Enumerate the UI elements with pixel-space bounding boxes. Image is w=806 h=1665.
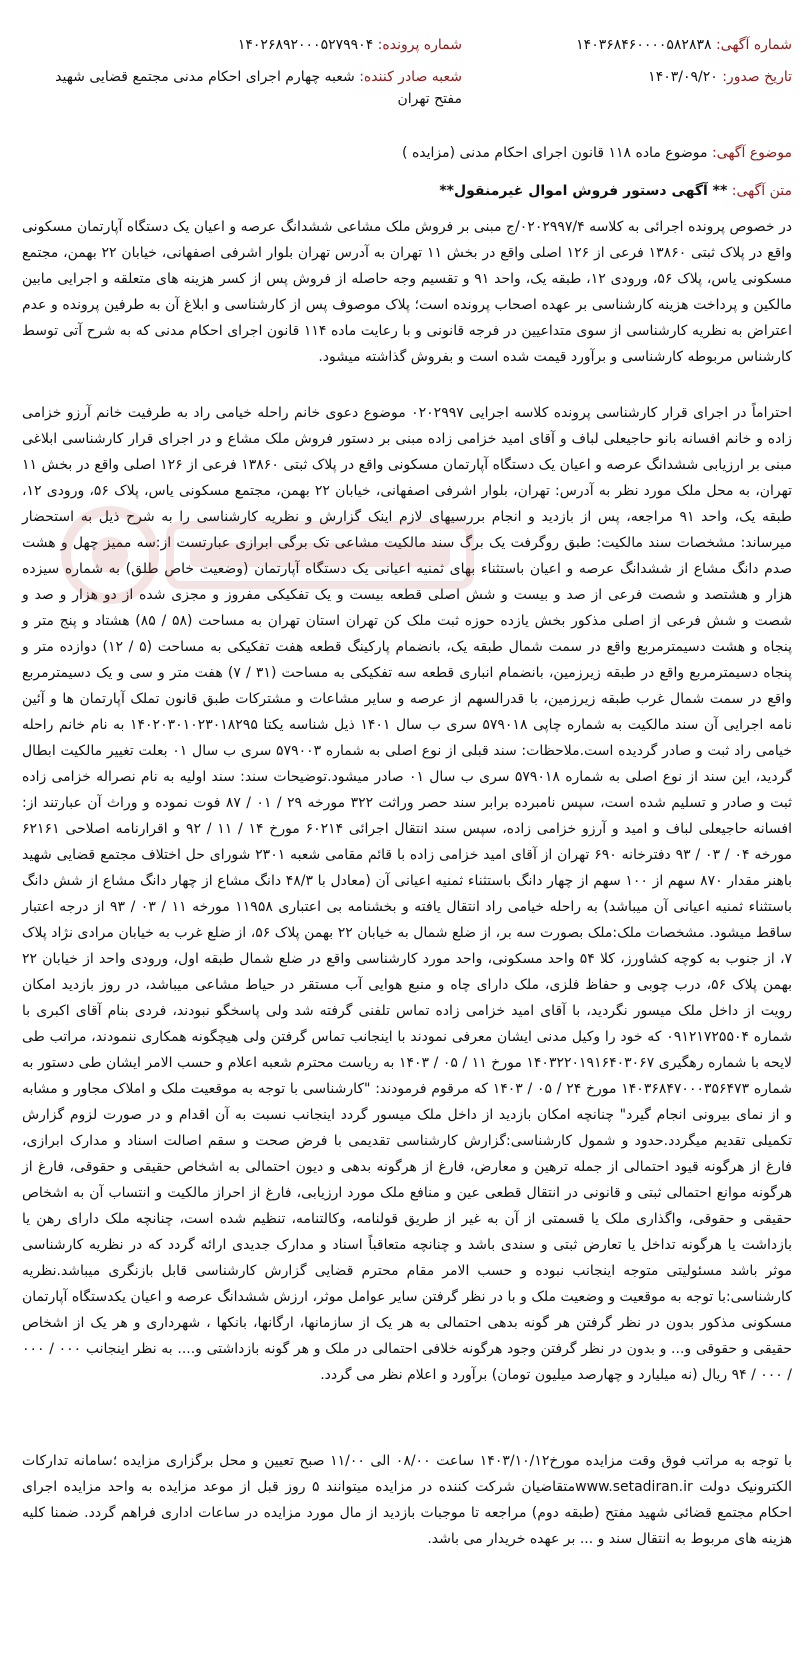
ad-number-value: ۱۴۰۳۶۸۴۶۰۰۰۰۵۸۲۸۳۸ (576, 37, 712, 53)
issue-date-label: تاریخ صدور: (722, 69, 792, 85)
issue-date-value: ۱۴۰۳/۰۹/۲۰ (648, 69, 718, 85)
paragraph-1: در خصوص پرونده اجرائی به کلاسه ۰۲۰۲۹۹۷/۴/ج مبنی بر فروش ملک مشاعی ششدانگ عرصه و اعیان یک دستگاه آپارتمان مسکونی واقع در پلاک ثبتی ۱۳۸۶۰ فرعی از ۱۲۶ اصلی واقع در بخش ۱۱ تهران به آدرس تهران بلوار اشرفی اصفهانی، خیابان ۲۲ بهمن، مجتمع مسکونی یاس، پلاک ۵۶، ورودی ۱۲، طبقه یک، واحد ۹۱ و تقسیم وجه حاصله از فروش پس از کسر هزینه های متعلقه و اجرایی مابین مالکین و پرداخت هزینه کارشناسی بر عهده اصحاب پرونده است؛ پلاک موصوف پس از کارشناسی و ابلاغ آن به طرفین پرونده و عدم اعتراض به نظریه کارشناسی از سوی متداعیین در فرجه قانونی و با رعایت ماده ۱۱۴ قانون اجرای احکام مدنی که به شرح آتی توسط کارشناس مربوطه کارشناسی و برآورد قیمت شده است و بفروش گذاشته میشود. (22, 219, 793, 365)
paragraph-2: احتراماً در اجرای قرار کارشناسی پرونده کلاسه اجرایی ۰۲۰۲۹۹۷ موضوع دعوی خانم راحله خیامی راد به طرفیت خانم آرزو خزامی زاده و خانم افسانه بانو حاجیعلی لباف و آقای امید خزامی زاده مبنی بر دستور فروش ملک مشاع و در اجرای قرار کارشناسی ابلاغی مبنی بر ارزیابی ششدانگ عرصه و اعیان یک دستگاه آپارتمان مسکونی واقع در پلاک ثبتی ۱۳۸۶۰ فرعی از ۱۲۶ اصلی واقع در بخش ۱۱ تهران، به محل ملک مورد نظر به آدرس: تهران، بلوار اشرفی اصفهانی، خیابان ۲۲ بهمن، مجتمع مسکونی یاس، پلاک ۵۶، ورودی ۱۲، طبقه یک، واحد ۹۱ مراجعه، پس از بازدید و انجام بررسیهای لازم اینک گزارش و نظریه کارشناسی را به شرح ذیل به استحضار میرساند: مشخصات سند مالکیت: طبق روگرفت یک برگ سند مالکیت مشاعی تک برگی ابرازی عبارتست از:سه ممیز چهل و هشت صدم دانگ مشاع از ششدانگ عرصه و اعیان باستثناء بهای ثمنیه اعیانی یک دستگاه آپارتمان (وضعیت خاص طلق) به شماره سیزده هزار و هشتصد و شصت فرعی از صد و بیست و شش اصلی قطعه بیست و یک تفکیکی مفروز و مجزی شده از دو هزار و صد و شصت و شش فرعی از اصلی مذکور بخش یازده حوزه ثبت ملک کن تهران استان تهران به مساحت (۵۸ / ۸۵) هشتاد و پنج متر و پنجاه و هشت دسیمترمربع واقع در سمت شمال طبقه یک، بانضمام پارکینگ قطعه هفت تفکیکی به مساحت (۵ / ۱۲) دوازده متر و پنجاه دسیمترمربع واقع در طبقه زیرزمین، بانضمام انباری قطعه سه تفکیکی به مساحت (۳۱ / ۷) هفت متر و سی و یک دسیمترمربع واقع در سمت شمال غرب طبقه زیرزمین، با قدرالسهم از عرصه و سایر مشاعات و مشترکات طبق قانون تملک آپارتمان ها و آئین نامه اجرایی آن سند مالکیت به شماره چاپی ۵۷۹۰۱۸ سری ب سال ۱۴۰۱ ذیل شناسه یکتا ۱۴۰۲۰۳۰۱۰۲۳۰۱۸۲۹۵ به نام خانم راحله خیامی راد ثبت و صادر گردیده است.ملاحظات: سند قبلی از نوع اصلی به شماره ۵۷۹۰۰۳ سری ب سال ۰۱ بعلت تغییر مالکیت ابطال گردید، این سند از نوع اصلی به شماره ۵۷۹۰۱۸ سری ب سال ۰۱ صادر میشود.توضیحات سند: سند اولیه به نام نصراله خزامی زاده ثبت و صادر و تسلیم شده است، سپس نامبرده برابر سند حصر وراثت ۳۲۲ مورخه ۲۹ / ۰۱ / ۸۷ فوت نموده و وراث آن عبارتند از: افسانه حاجیعلی لباف و امید و آرزو خزامی زاده، سپس سند انتقال اجرائی ۶۰۲۱۴ مورخ ۱۴ / ۱۱ / ۹۲ و اقرارنامه اصلاحی ۶۲۱۶۱ مورخه ۰۴ / ۰۳ / ۹۳ دفترخانه ۶۹۰ تهران از آقای امید خزامی زاده با قائم مقامی شعبه ۲۳۰۱ شورای حل اختلاف مجتمع قضایی شهید باهنر مقدار ۸۷۰ سهم از ۱۰۰ سهم از چهار دانگ باستثناء ثمنیه اعیانی آن (معادل با ۴۸/۳ دانگ مشاع از چهار دانگ مشاع از شش دانگ باستثناء ثمنیه اعیانی آن میباشد) به راحله خیامی راد انتقال یافته و بخشنامه بی اعتباری ۱۱۹۵۸ مورخه ۱۱ / ۰۳ / ۹۳ از درجه اعتبار ساقط میشود. مشخصات ملک:ملک بصورت سه بر، از ضلع شمال به خیابان ۲۲ بهمن پلاک ۵۶، از ضلع غرب به خیابان مرادی نژاد پلاک ۷، از جنوب به کوچه کشاورز، کلا ۵۴ واحد مسکونی، واحد مورد کارشناسی واقع در ضلع شمال طبقه اول، ورودی واحد از خیابان ۲۲ بهمن پلاک ۵۶، درب چوبی و حفاظ فلزی، ملک دارای چاه و منبع هوایی آب مستقر در حیاط مشاعی میباشد، در روز بازدید امکان رویت از داخل ملک میسور نگردید، با آقای امید خزامی زاده تماس تلفنی گرفته شد ولی پاسخگو نبودند، فردی بنام آقای اکبری با شماره ۰۹۱۲۱۷۲۵۵۰۴ که خود را وکیل مدنی ایشان معرفی نمودند با اینجانب تماس گرفتن ولی هیچگونه همکاری ننمودند، مراتب طی لایحه با شماره رهگیری ۱۴۰۳۲۲۰۱۹۱۶۴۰۳۰۶۷ مورخ ۱۱ / ۰۵ / ۱۴۰۳ به ریاست محترم شعبه اعلام و حسب الامر ایشان طی دستور به شماره ۱۴۰۳۶۸۴۷۰۰۰۳۵۶۴۷۳ مورخ ۲۴ / ۰۵ / ۱۴۰۳ که مرقوم فرمودند: "کارشناسی با توجه به موقعیت ملک و املاک مجاور و مشابه و از نمای بیرونی انجام گیرد" چنانچه امکان بازدید از داخل ملک میسور گردد اینجانب نسبت به آن اقدام و در صورت لزوم گزارش تکمیلی تقدیم میگردد.حدود و شمول کارشناسی:گزارش کارشناسی تقدیمی با فرض صحت و سقم اصالت اسناد و مدارک ابرازی، فارغ از هرگونه قیود احتمالی از جمله ترهین و معارض، فارغ از هرگونه بدهی و دیون احتمالی به اشخاص حقیقی و حقوقی، فارغ از هرگونه موانع احتمالی ثبتی و قانونی در انتقال قطعی عین و منافع ملک مورد ارزیابی، فارغ از احراز مالکیت و انتساب آن به اشخاص حقیقی و حقوقی، واگذاری ملک یا قسمتی از آن به غیر از طریق قولنامه، وکالتنامه، تنظیم شده است، چنانچه ملک دارای رهن یا بازداشت یا هرگونه تداخل یا تعارض ثبتی و سندی باشد و چنانچه متعاقباً اسناد و مدارک جدیدی ارائه گردد که در نظریه کارشناسی موثر باشد مسئولیتی متوجه اینجانب نبوده و حسب الامر مقام محترم قضایی گزارش کارشناسی قابل بازنگری میباشد.نظریه کارشناسی:با توجه به موقعیت و وضعیت ملک و با در نظر گرفتن سایر عوامل موثر، ارزش ششدانگ عرصه و اعیان یکدستگاه آپارتمان مسکونی مذکور بدون در نظر گرفتن هر گونه بدهی احتمالی به هر یک از سازمانها، ارگانها، بانکها ، شهرداری و هر یک از اشخاص حقیقی و حقوقی و... و بدون در نظر گرفتن وجود هرگونه خلافی احتمالی در ملک و هر گونه بازداشتی و.... به نظر اینجانب ۰۰۰ / ۰۰۰ / ۰۰۰ / ۹۴ ریال (نه میلیارد و چهارصد میلیون تومان) برآورد و اعلام نظر می گردد. (22, 405, 793, 1383)
case-number-label: شماره پرونده: (377, 37, 462, 53)
notice-document (22, 0, 792, 1665)
ad-subject (22, 142, 792, 164)
subject-value: موضوع ماده ۱۱۸ قانون اجرای احکام مدنی (مزایده ) (402, 145, 708, 161)
ad-text-title (22, 180, 792, 202)
issue-date (492, 66, 792, 88)
ad-body-paragraph-2 (22, 400, 792, 1388)
ad-body-paragraph-3 (22, 1448, 792, 1552)
ad-number (492, 34, 792, 56)
ad-number-label: شماره آگهی: (715, 37, 792, 53)
issuer-value: شعبه چهارم اجرای احکام مدنی مجتمع قضایی شهید مفتح تهران (55, 69, 462, 107)
issuer-label: شعبه صادر کننده: (359, 69, 462, 85)
issuer (32, 66, 462, 110)
subject-label: موضوع آگهی: (711, 145, 792, 161)
text-title-value: ** آگهی دستور فروش اموال غیرمنقول** (439, 183, 728, 199)
case-number-value: ۱۴۰۲۶۸۹۲۰۰۰۵۲۷۹۹۰۴ (237, 37, 374, 53)
paragraph-3: با توجه به مراتب فوق وقت مزایده مورخ۱۴۰۳/۱۰/۱۲ ساعت ۰۸/۰۰ الی ۱۱/۰۰ صبح تعیین و محل برگزاری مزایده ؛سامانه تدارکات الکترونیک دولت www.setadiran.irمتقاضیان شرکت کننده در مزایده میتوانند ۵ روز قبل از موعد مزایده به واحد مزایده اجرای احکام مجتمع قضائی شهید مفتح (طبقه دوم) مراجعه تا موجبات بازدید از مال مورد مزایده در ساعات اداری فراهم گردد. ضمنا کلیه هزینه های مربوط به انتقال سند و ... بر عهده خریدار می باشد. (22, 1453, 793, 1547)
ad-body-paragraph-1 (22, 214, 792, 370)
case-number (22, 34, 462, 56)
text-title-label: متن آگهی: (731, 183, 792, 199)
